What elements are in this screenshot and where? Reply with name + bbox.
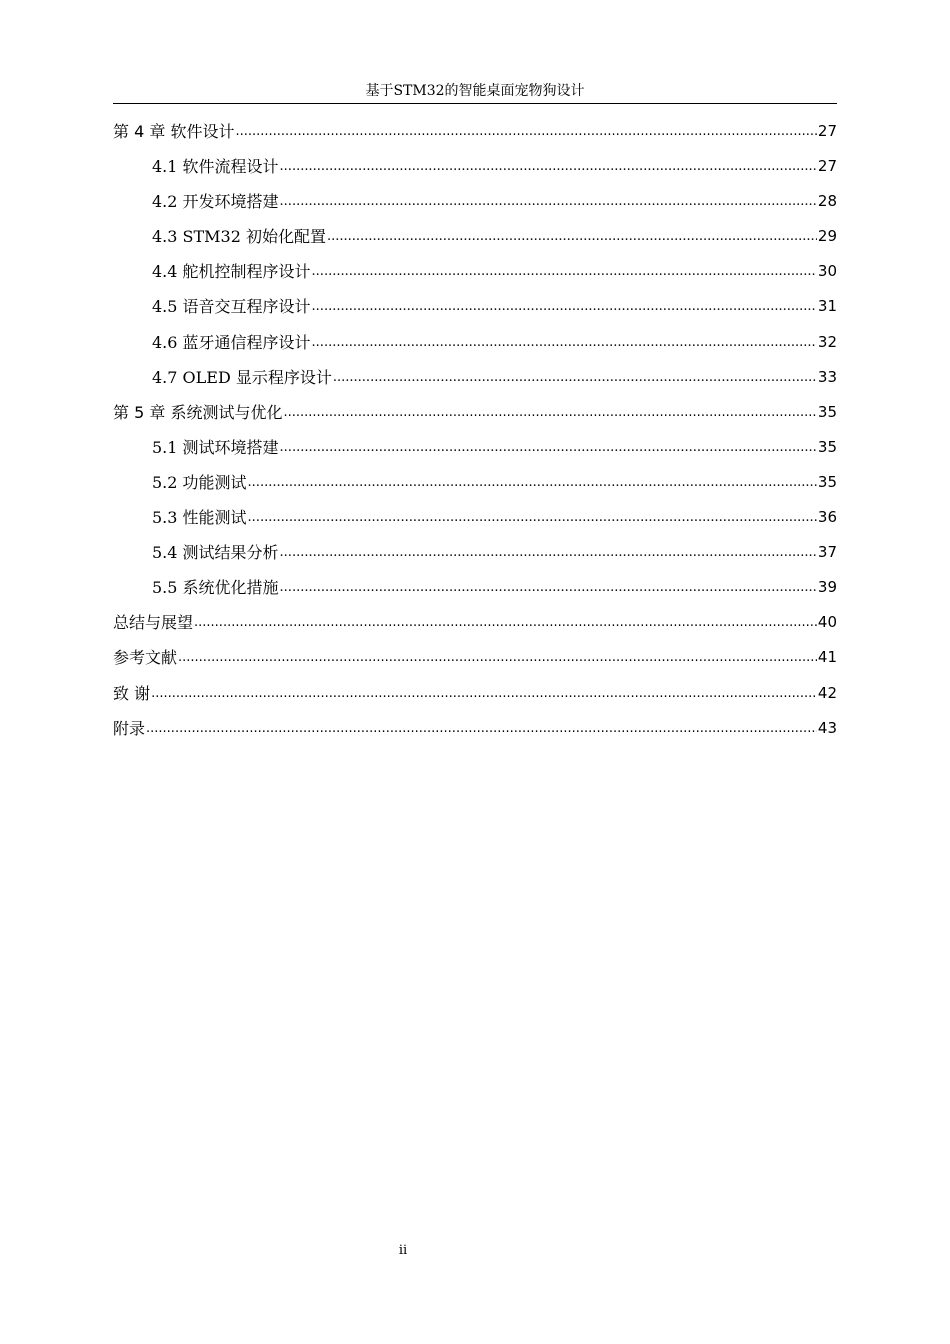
toc-entry-page-number: 41: [817, 648, 837, 667]
toc-entry-label: 第 4 章 软件设计: [113, 122, 235, 141]
toc-entry-label: 4.7 OLED 显示程序设计: [152, 367, 332, 387]
toc-entry-label: 5.5 系统优化措施: [152, 578, 279, 598]
toc-dot-leader: [280, 570, 817, 605]
toc-section-entry[interactable]: [113, 184, 837, 219]
toc-dot-leader: [194, 605, 817, 640]
toc-entry-page-number: 28: [817, 192, 837, 211]
toc-entry-label: 5.2 功能测试: [152, 472, 247, 492]
toc-entry-label: 5.3 性能测试: [152, 508, 247, 528]
toc-entry-page-number: 42: [817, 683, 837, 702]
toc-entry-label: 4.6 蓝牙通信程序设计: [152, 332, 311, 352]
toc-dot-leader: [327, 219, 817, 254]
toc-entry-page-number: 39: [817, 578, 837, 597]
toc-dot-leader: [280, 430, 817, 465]
toc-chapter-entry[interactable]: [113, 395, 837, 430]
toc-entry-label: 4.2 开发环境搭建: [152, 192, 279, 212]
toc-entry-page-number: 33: [817, 367, 837, 386]
toc-entry-label: 第 5 章 系统测试与优化: [113, 402, 283, 422]
toc-section-entry[interactable]: [113, 430, 837, 465]
toc-dot-leader: [248, 500, 817, 535]
toc-dot-leader: [280, 184, 817, 219]
toc-section-entry[interactable]: [113, 254, 837, 289]
header-rule: [113, 103, 837, 104]
toc-entry-page-number: 27: [817, 122, 837, 140]
toc-section-entry[interactable]: [113, 360, 837, 395]
toc-section-entry[interactable]: [113, 289, 837, 324]
toc-section-entry[interactable]: [113, 149, 837, 184]
toc-entry-label: 总结与展望: [113, 613, 194, 633]
page-number: ii: [398, 1243, 408, 1258]
toc-entry-page-number: 35: [817, 472, 837, 491]
toc-dot-leader: [280, 149, 817, 184]
toc-entry-page-number: 35: [817, 437, 837, 456]
toc-section-entry[interactable]: [113, 535, 837, 570]
toc-section-entry[interactable]: [113, 325, 837, 360]
toc-entry-label: 4.5 语音交互程序设计: [152, 297, 311, 317]
toc-section-entry[interactable]: [113, 219, 837, 254]
toc-dot-leader: [333, 360, 817, 395]
toc-section-entry[interactable]: [113, 570, 837, 605]
toc-dot-leader: [312, 289, 817, 324]
toc-entry-page-number: 30: [817, 262, 837, 281]
toc-entry-label: 5.1 测试环境搭建: [152, 437, 279, 457]
toc-chapter-entry[interactable]: [113, 114, 837, 149]
toc-dot-leader: [178, 640, 817, 675]
toc-dot-leader: [312, 325, 817, 360]
toc-entry-page-number: 36: [817, 508, 837, 527]
toc-entry-label: 4.4 舵机控制程序设计: [152, 262, 311, 282]
toc-entry-page-number: 31: [817, 297, 837, 316]
toc-dot-leader: [283, 395, 816, 430]
toc-entry-page-number: 32: [817, 332, 837, 351]
toc-entry-page-number: 40: [817, 613, 837, 632]
toc-dot-leader: [248, 465, 817, 500]
table-of-contents: [113, 114, 837, 746]
toc-entry-label: 参考文献: [113, 648, 178, 668]
toc-entry-page-number: 27: [817, 157, 837, 176]
toc-chapter-entry[interactable]: [113, 640, 837, 675]
toc-dot-leader: [146, 711, 817, 746]
toc-dot-leader: [151, 676, 817, 711]
toc-entry-page-number: 43: [817, 718, 837, 737]
toc-entry-page-number: 29: [817, 227, 837, 246]
running-header: 基于STM32的智能桌面宠物狗设计: [365, 83, 585, 99]
toc-chapter-entry[interactable]: [113, 711, 837, 746]
toc-dot-leader: [312, 254, 817, 289]
toc-dot-leader: [235, 114, 816, 149]
toc-entry-label: 致 谢: [113, 683, 151, 703]
toc-entry-page-number: 35: [817, 402, 837, 421]
toc-chapter-entry[interactable]: [113, 676, 837, 711]
toc-entry-label: 5.4 测试结果分析: [152, 543, 279, 563]
toc-chapter-entry[interactable]: [113, 605, 837, 640]
toc-section-entry[interactable]: [113, 500, 837, 535]
toc-entry-label: 4.3 STM32 初始化配置: [152, 227, 326, 247]
toc-dot-leader: [280, 535, 817, 570]
toc-section-entry[interactable]: [113, 465, 837, 500]
toc-entry-label: 附录: [113, 718, 146, 738]
toc-entry-label: 4.1 软件流程设计: [152, 157, 279, 177]
toc-entry-page-number: 37: [817, 543, 837, 562]
